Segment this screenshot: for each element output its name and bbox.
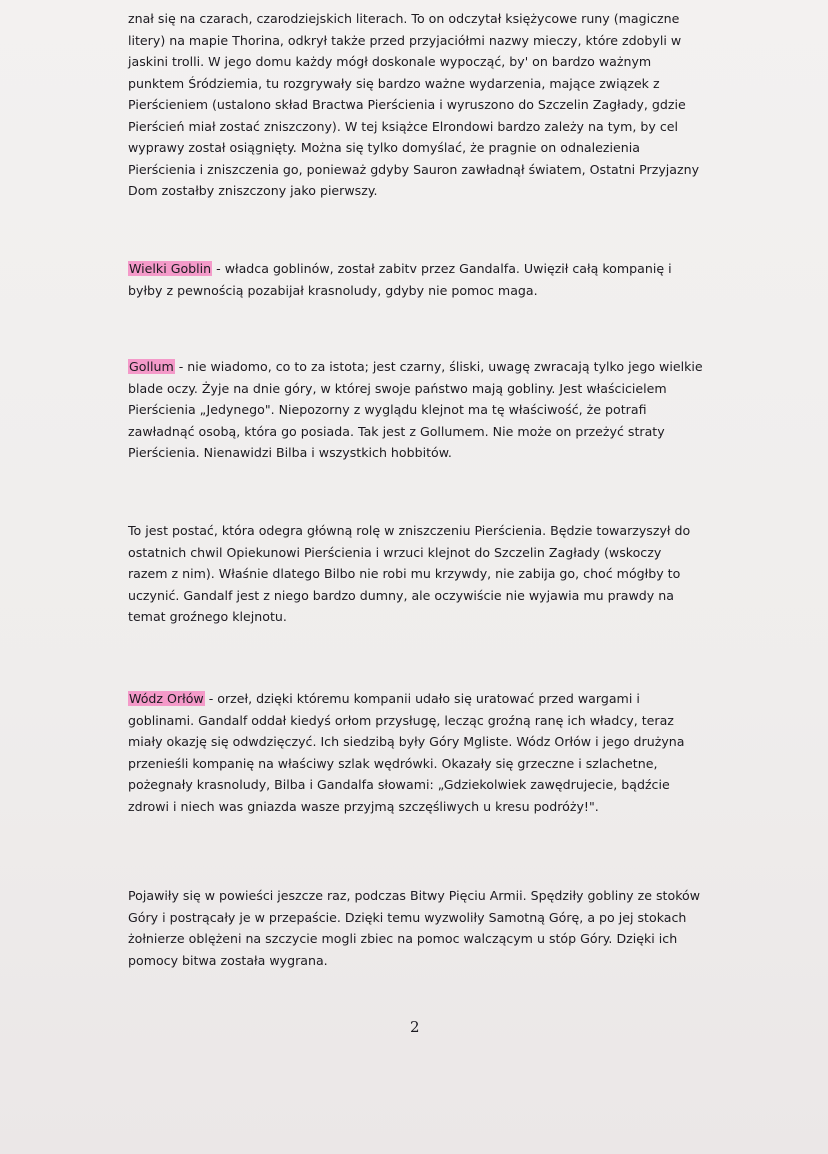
highlighted-term-wodz-orlow: Wódz Orłów: [129, 691, 204, 706]
paragraph-text: - orzeł, dzięki któremu kompanii udało się uratować przed wargami i goblinami. Gandalf oddał kiedyś orłom przysługę, lecząc groźną ranę ich władcy, teraz miały okazję się odwdzięczyć. Ich siedzibą były Góry Mgliste. Wódz Orłów i jego drużyna przenieśli kompanię na właściwy szlak wędrówki. Okazały się grzeczne i szlachetne, pożegnały krasnoludy, Bilba i Gandalfa słowami: „Gdziekolwiek zawędrujecie, bądźcie zdrowi i niech was gniazda wasze przyjmą szczęśliwych u kresu podróży!".: [128, 691, 685, 814]
paragraph-wielki-goblin: [128, 258, 703, 301]
paragraph-elrond-end: znał się na czarach, czarodziejskich literach. To on odczytał księżycowe runy (magiczne litery) na mapie Thorina, odkrył także przed przyjaciółmi nazwy mieczy, które zdobyli w jaskini trolli. W jego domu każdy mógł doskonale wypocząć, by' on bardzo ważnym punktem Śródziemia, tu rozgrywały się bardzo ważne wydarzenia, mające związek z Pierścieniem (ustalono skład Bractwa Pierścienia i wyruszono do Szczelin Zagłady, gdzie Pierścień miał zostać zniszczony). W tej książce Elrondowi bardzo zależy na tym, by cel wyprawy został osiągnięty. Można się tylko domyślać, że pragnie on odnalezienia Pierścienia i zniszczenia go, ponieważ gdyby Sauron zawładnął światem, Ostatni Przyjazny Dom zostałby zniszczony jako pierwszy.: [128, 11, 700, 198]
paragraph-text: - władca goblinów, został zabitv przez Gandalfa. Uwięził całą kompanię i byłby z pewnością pozabijał krasnoludy, gdyby nie pomoc maga.: [128, 261, 672, 298]
paragraph-wodz-orlow: [128, 688, 703, 817]
paragraph-gollum: [128, 356, 703, 464]
page-number: 2: [410, 1018, 420, 1036]
highlighted-term-wielki-goblin: Wielki Goblin: [129, 261, 212, 276]
highlighted-term-gollum: Gollum: [129, 359, 174, 374]
paragraph-eagles-battle: Pojawiły się w powieści jeszcze raz, podczas Bitwy Pięciu Armii. Spędziły gobliny ze stoków Góry i postrącały je w przepaście. Dzięki temu wyzwoliły Samotną Górę, a po jej stokach żołnierze oblężeni na szczycie mogli zbiec na pomoc walczącym u stóp Góry. Dzięki ich pomocy bitwa została wygrana.: [128, 888, 701, 968]
paragraph-gollum-role: To jest postać, która odegra główną rolę w zniszczeniu Pierścienia. Będzie towarzyszył do ostatnich chwil Opiekunowi Pierścienia i wrzuci klejnot do Szczelin Zagłady (wskoczy razem z nim). Właśnie dlatego Bilbo nie robi mu krzywdy, nie zabija go, choć mógłby to uczynić. Gandalf jest z niego bardzo dumny, ale oczywiście nie wyjawia mu prawdy na temat groźnego klejnotu.: [128, 523, 691, 624]
paragraph-text: - nie wiadomo, co to za istota; jest czarny, śliski, uwagę zwracają tylko jego wielkie blade oczy. Żyje na dnie góry, w której swoje państwo mają gobliny. Jest właścicielem Pierścienia „Jedynego". Niepozorny z wyglądu klejnot ma tę właściwość, że potrafi zawładnąć osobą, która go posiada. Tak jest z Gollumem. Nie może on przeżyć straty Pierścienia. Nienawidzi Bilba i wszystkich hobbitów.: [128, 359, 703, 460]
